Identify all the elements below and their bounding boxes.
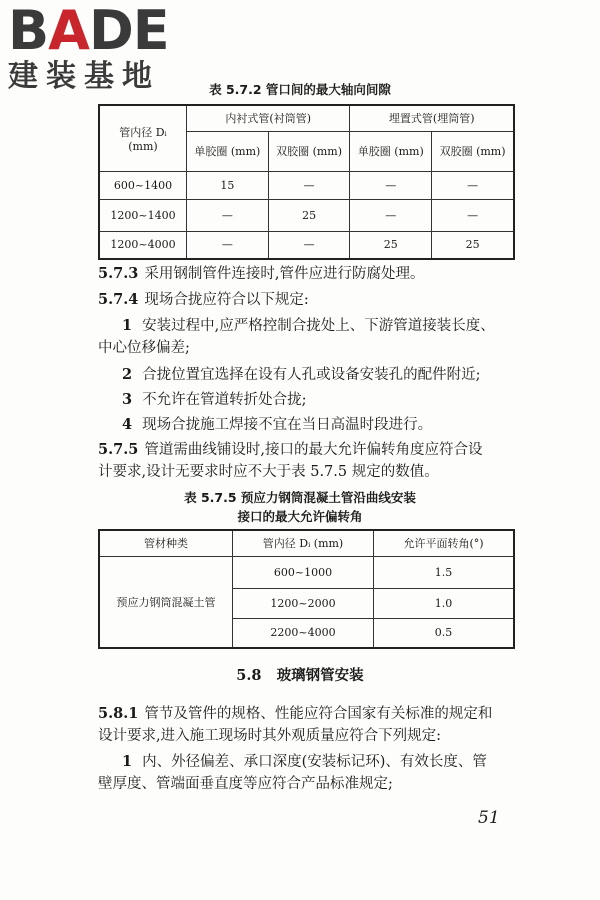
list-item bbox=[122, 314, 518, 338]
clause-text: 现场合拢应符合以下规定: bbox=[144, 292, 309, 308]
item-number: 1 bbox=[122, 317, 133, 334]
section-number: 5.8 bbox=[236, 667, 262, 684]
list-item bbox=[122, 388, 518, 412]
table-5-7-5-caption-line2: 接口的最大允许偏转角 bbox=[237, 509, 363, 524]
logo-letter-b: B bbox=[8, 0, 49, 62]
item-text: 内、外径偏差、承口深度(安装标记环)、有效长度、管 bbox=[142, 754, 487, 770]
cell-diameter: 600~1000 bbox=[233, 556, 374, 588]
clause-continuation: 计要求,设计无要求时应不大于表 5.7.5 规定的数值。 bbox=[98, 464, 439, 480]
clause-number: 5.7.4 bbox=[98, 291, 139, 308]
list-item bbox=[122, 363, 518, 387]
clause-5-7-3 bbox=[98, 262, 518, 286]
cell-diameter: 1200~4000 bbox=[99, 231, 187, 259]
list-item-continuation: 中心位移偏差; bbox=[98, 340, 190, 356]
cell-type: 预应力钢筒混凝土管 bbox=[99, 556, 233, 648]
section-heading bbox=[0, 664, 600, 685]
clause-5-7-5 bbox=[98, 438, 518, 462]
clause-text: 管节及管件的规格、性能应符合国家有关标准的规定和 bbox=[144, 706, 493, 722]
table-row bbox=[99, 171, 514, 199]
cell-diameter: 600~1400 bbox=[99, 171, 187, 199]
table-row bbox=[99, 231, 514, 259]
logo-letters-de: DE bbox=[88, 0, 169, 62]
cell-value: 15 bbox=[187, 171, 269, 199]
clause-5-8-1 bbox=[98, 702, 518, 726]
list-item bbox=[122, 750, 518, 774]
item-text: 安装过程中,应严格控制合拢处上、下游管道接装长度、 bbox=[142, 318, 495, 334]
item-text: 合拢位置宜选择在设有人孔或设备安装孔的配件附近; bbox=[142, 367, 481, 383]
logo-subtitle: 建装基地 bbox=[8, 59, 160, 94]
table-row bbox=[99, 556, 514, 588]
clause-number: 5.7.3 bbox=[98, 265, 139, 282]
table-5-7-2-caption: 表 5.7.2 管口间的最大轴向间隙 bbox=[209, 82, 391, 97]
table-row bbox=[99, 199, 514, 231]
cell-value: 25 bbox=[268, 199, 350, 231]
logo-letter-a: A bbox=[48, 0, 89, 62]
cell-value: — bbox=[350, 171, 432, 199]
cell-value: — bbox=[187, 231, 269, 259]
table-5-7-5 bbox=[98, 529, 515, 649]
item-number: 4 bbox=[122, 416, 133, 433]
header-double-buried: 双胶圈 (mm) bbox=[432, 131, 514, 171]
cell-value: — bbox=[350, 199, 432, 231]
cell-value: 25 bbox=[350, 231, 432, 259]
item-number: 1 bbox=[122, 753, 133, 770]
cell-diameter: 2200~4000 bbox=[233, 618, 374, 648]
clause-number: 5.7.5 bbox=[98, 441, 139, 458]
list-item bbox=[122, 413, 518, 437]
header-single-lined: 单胶圈 (mm) bbox=[187, 131, 269, 171]
header-angle: 允许平面转角(°) bbox=[374, 530, 515, 556]
header-buried-group: 埋置式管(埋筒管) bbox=[350, 105, 514, 131]
clause-text: 采用钢制管件连接时,管件应进行防腐处理。 bbox=[144, 266, 425, 282]
cell-value: — bbox=[187, 199, 269, 231]
header-diameter-unit: (mm) bbox=[128, 139, 158, 153]
clause-5-7-4 bbox=[98, 288, 518, 312]
table-5-7-2 bbox=[98, 104, 515, 260]
item-text: 现场合拢施工焊接不宜在当日高温时段进行。 bbox=[142, 417, 433, 433]
page-number: 51 bbox=[478, 808, 500, 828]
header-single-buried: 单胶圈 (mm) bbox=[350, 131, 432, 171]
cell-diameter: 1200~2000 bbox=[233, 588, 374, 618]
header-double-lined: 双胶圈 (mm) bbox=[268, 131, 350, 171]
cell-value: — bbox=[268, 231, 350, 259]
cell-value: — bbox=[432, 199, 514, 231]
header-diameter: 管内径 Dᵢ bbox=[119, 125, 167, 139]
logo-wordmark bbox=[8, 0, 183, 62]
item-number: 3 bbox=[122, 391, 133, 408]
section-title: 玻璃钢管安装 bbox=[276, 667, 364, 684]
clause-continuation: 设计要求,进入施工现场时其外观质量应符合下列规定: bbox=[98, 728, 441, 744]
cell-value: — bbox=[432, 171, 514, 199]
header-diameter-cell bbox=[99, 105, 187, 171]
cell-value: — bbox=[268, 171, 350, 199]
table-5-7-5-caption-line1: 表 5.7.5 预应力钢筒混凝土管沿曲线安装 bbox=[184, 490, 416, 505]
header-type: 管材种类 bbox=[99, 530, 233, 556]
list-item-continuation: 壁厚度、管端面垂直度等应符合产品标准规定; bbox=[98, 776, 393, 792]
clause-text: 管道需曲线铺设时,接口的最大允许偏转角度应符合设 bbox=[144, 442, 483, 458]
cell-diameter: 1200~1400 bbox=[99, 199, 187, 231]
clause-number: 5.8.1 bbox=[98, 705, 139, 722]
cell-angle: 0.5 bbox=[374, 618, 515, 648]
header-lined-group: 内衬式管(衬筒管) bbox=[187, 105, 350, 131]
cell-angle: 1.5 bbox=[374, 556, 515, 588]
cell-value: 25 bbox=[432, 231, 514, 259]
header-diameter: 管内径 Dᵢ (mm) bbox=[233, 530, 374, 556]
item-number: 2 bbox=[122, 366, 133, 383]
item-text: 不允许在管道转折处合拢; bbox=[142, 392, 307, 408]
cell-angle: 1.0 bbox=[374, 588, 515, 618]
